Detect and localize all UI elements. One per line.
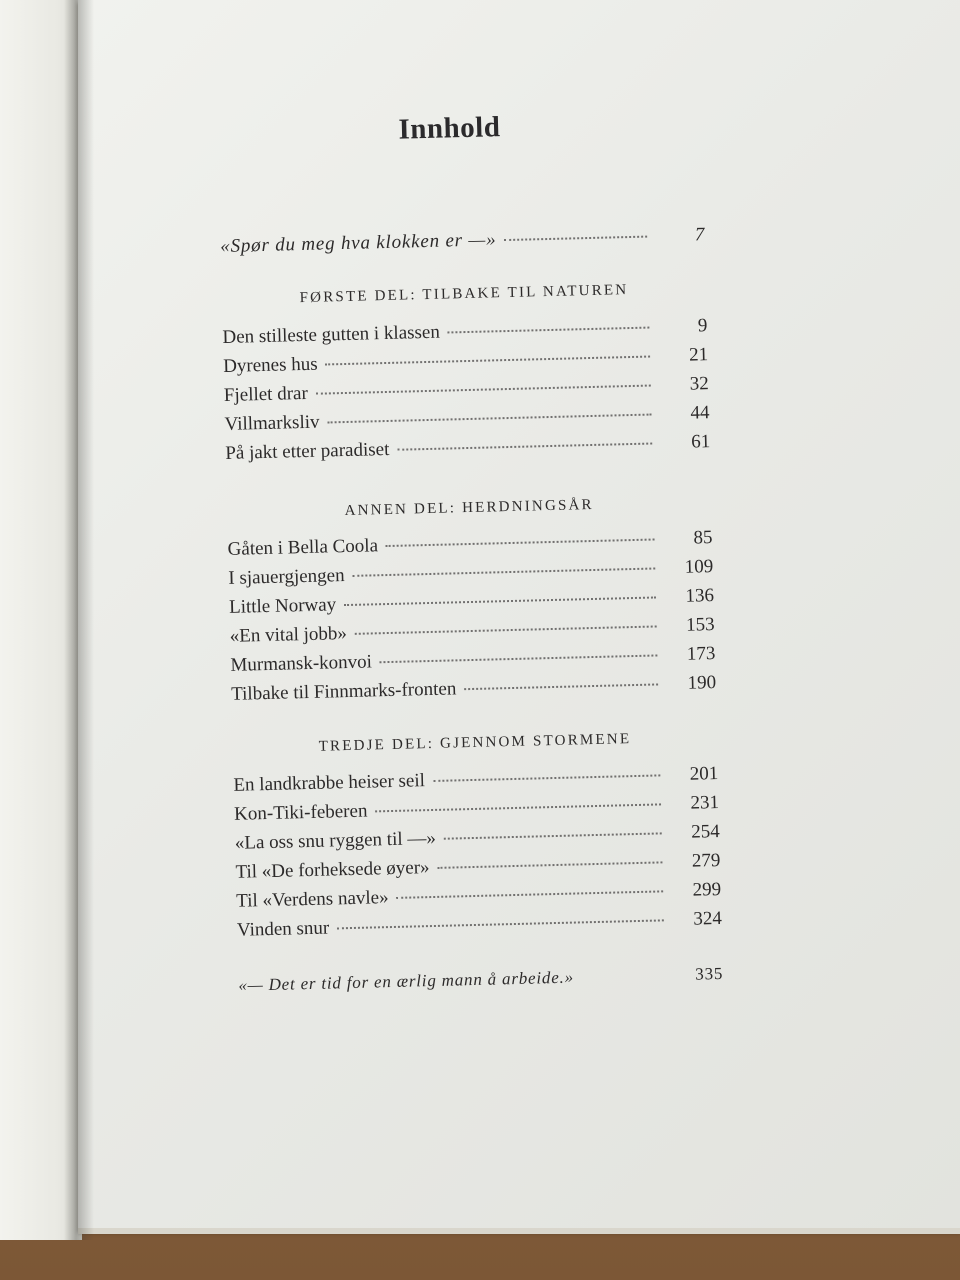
dot-leader [344,596,656,606]
entry-label: «La oss snu ryggen til —» [234,827,437,854]
entry-label: Til «De forheksede øyer» [235,857,430,883]
dot-leader [326,356,650,366]
dot-leader [397,443,652,451]
entry-label: I sjauergjengen [228,565,345,589]
entry-label: Fjellet drar [223,382,309,406]
entry-page-number: 335 [695,963,724,984]
entry-page-number: 254 [690,820,720,843]
entry-label: En landkrabbe heiser seil [233,770,426,796]
entry-page-number: 173 [686,643,716,665]
dot-leader [386,538,655,547]
part-heading: FØRSTE DEL: TILBAKE TIL NATUREN [299,282,629,307]
entry-label: «Spør du meg hva klokken er —» [220,229,497,258]
dot-leader [444,832,662,839]
dot-leader [464,683,658,690]
toc-entry-epilogue [238,964,723,1002]
entry-page-number: 190 [687,672,717,694]
dot-leader [380,654,658,663]
entry-page-number: 153 [685,614,715,636]
page-title: Innhold [398,111,501,146]
dot-leader [353,567,656,576]
entry-page-number: 279 [691,849,721,872]
entry-spacer [574,980,679,983]
entry-label: Murmansk-konvoi [230,651,373,676]
entry-page-number: 231 [690,791,720,814]
dot-leader [337,919,664,929]
entry-label: Den stilleste gutten i klassen [222,321,441,348]
entry-label: Gåten i Bella Coola [227,535,379,560]
entry-label: Dyrenes hus [222,353,318,377]
entry-page-number: 21 [688,344,709,366]
entry-page-number: 109 [684,556,714,578]
dot-leader [375,803,661,812]
entry-label: Villmarksliv [224,411,320,435]
dot-leader [448,327,650,334]
dot-leader [327,414,651,424]
entry-label: På jakt etter paradiset [225,438,390,464]
entry-page-number: 85 [693,527,713,549]
entry-page-number: 299 [692,878,722,901]
dot-leader [433,774,660,782]
entry-page-number: 32 [689,373,710,395]
entry-page-number: 136 [685,585,715,607]
entry-page-number: 201 [689,763,719,785]
entry-label: Kon-Tiki-feberen [233,800,368,825]
entry-page-number: 7 [694,224,706,246]
entry-label: «En vital jobb» [229,623,348,647]
entry-label: Til «Verdens navle» [236,887,389,912]
part-heading: ANNEN DEL: HERDNINGSÅR [344,496,594,520]
dot-leader [355,625,657,634]
part-heading: TREDJE DEL: GJENNOM STORMENE [318,731,632,755]
toc-entry-prologue [220,224,705,262]
entry-label: Tilbake til Finnmarks-fronten [230,678,457,705]
entry-label: «— Det er tid for en ærlig mann å arbeide.» [238,967,575,995]
dot-leader [504,236,647,241]
entry-label: Little Norway [228,594,337,618]
dot-leader [438,861,663,868]
entry-page-number: 324 [693,907,723,930]
dot-leader [397,890,664,899]
entry-page-number: 9 [697,315,708,337]
entry-page-number: 44 [690,402,710,424]
entry-label: Vinden snur [236,917,330,941]
dot-leader [316,385,651,395]
entry-page-number: 61 [690,431,711,453]
